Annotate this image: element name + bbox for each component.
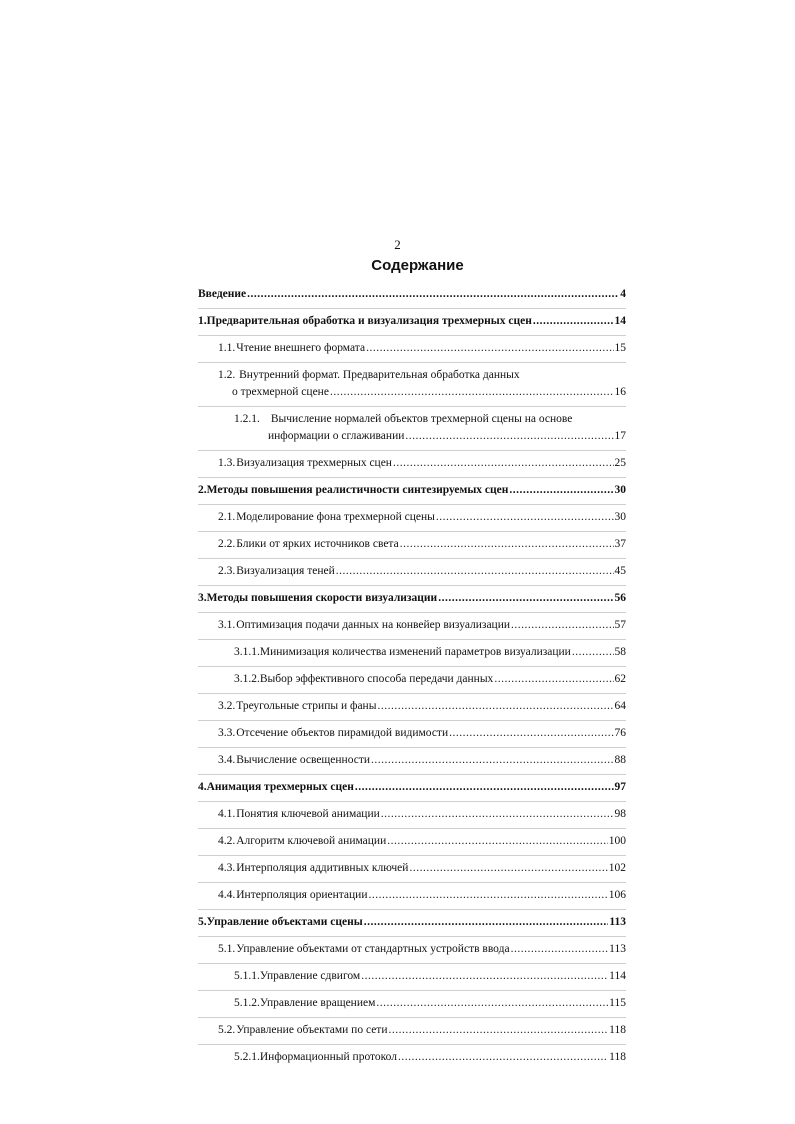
toc-entry-title: Интерполяция аддитивных ключей (236, 862, 409, 874)
toc-entry-number: 1.1. (218, 342, 236, 354)
dot-leader (247, 286, 619, 303)
toc-entry-title-line1: Внутренний формат. Предварительная обработка данных (239, 369, 520, 381)
toc-entry-page: 15 (614, 342, 626, 354)
toc-entry-number: 3.1. (218, 619, 236, 631)
dot-leader (533, 313, 614, 330)
toc-entry-page: 45 (614, 565, 626, 577)
toc-entry-page: 64 (614, 700, 626, 712)
toc-entry-number: 5.2. (218, 1024, 236, 1036)
toc-entry-number: 1. (198, 315, 207, 327)
toc-entry-title: информации о сглаживании (268, 430, 405, 442)
toc-entry[interactable] (198, 309, 626, 336)
toc-title: Содержание (371, 257, 464, 274)
toc-entry-page: 17 (614, 430, 626, 442)
toc-entry-title: Треугольные стрипы и фаны (236, 700, 377, 712)
toc-entry-page: 16 (614, 386, 626, 398)
dot-leader (366, 340, 613, 357)
toc-entry-title: Управление сдвигом (259, 970, 361, 982)
toc-entry-page: 106 (608, 889, 626, 901)
toc-entry-page: 98 (614, 808, 626, 820)
toc-entry-number: 4. (198, 781, 207, 793)
toc-entry-number: 3.2. (218, 700, 236, 712)
dot-leader (389, 1022, 609, 1039)
toc-entry-number: 1.2.1. (234, 413, 260, 425)
toc-entry-page: 100 (608, 835, 626, 847)
toc-entry-title: Методы повышения скорости визуализации (206, 592, 438, 604)
toc-entry-title: Интерполяция ориентации (236, 889, 368, 901)
toc-entry[interactable] (198, 829, 626, 856)
toc-entry-page: 113 (609, 916, 626, 928)
toc-entry[interactable] (198, 559, 626, 586)
page-number: 2 (394, 237, 401, 252)
toc-entry-number: 2.1. (218, 511, 236, 523)
toc-entry-number: 5.1.1. (234, 970, 260, 982)
toc-entry-title: Визуализация теней (236, 565, 335, 577)
toc-entry-page: 114 (609, 970, 626, 982)
toc-entry-number: 5. (198, 916, 207, 928)
toc-entry-title: Алгоритм ключевой анимации (236, 835, 387, 847)
toc-entry-page: 118 (609, 1051, 626, 1063)
toc-entry[interactable] (198, 478, 626, 505)
toc-entry-title: Отсечение объектов пирамидой видимости (236, 727, 449, 739)
toc-entry[interactable] (198, 407, 626, 451)
toc-entry-page: 4 (620, 288, 626, 300)
toc-entry-title: Блики от ярких источников света (236, 538, 399, 550)
toc-entry[interactable] (198, 336, 626, 363)
dot-leader (398, 1049, 608, 1066)
toc-entry-title: Выбор эффективного способа передачи данных (259, 673, 494, 685)
toc-entry-title: Оптимизация подачи данных на конвейер визуализации (236, 619, 511, 631)
dot-leader (336, 563, 614, 580)
dot-leader (400, 536, 614, 553)
dot-leader (494, 671, 613, 688)
toc-entry-number: 2.3. (218, 565, 236, 577)
toc-entry[interactable] (198, 775, 626, 802)
toc-entry-page: 57 (614, 619, 626, 631)
dot-leader (393, 455, 614, 472)
dot-leader (364, 914, 609, 931)
toc-entry-number: 2.2. (218, 538, 236, 550)
toc-entry-title: Введение (198, 288, 247, 300)
toc-entry-number: 3.4. (218, 754, 236, 766)
toc-entry-number: 5.1. (218, 943, 236, 955)
dot-leader (572, 644, 614, 661)
toc-entry-title: Моделирование фона трехмерной сцены (236, 511, 435, 523)
toc-entry[interactable] (198, 721, 626, 748)
toc-entry-number: 4.1. (218, 808, 236, 820)
toc-entry[interactable] (198, 363, 626, 407)
dot-leader (355, 779, 614, 796)
toc-entry-title: Визуализация трехмерных сцен (236, 457, 392, 469)
toc-entry-number: 1.3. (218, 457, 236, 469)
dot-leader (330, 384, 614, 401)
toc-entry-number: 4.3. (218, 862, 236, 874)
toc-entry[interactable] (198, 1045, 626, 1066)
toc-entry-title: Управление объектами по сети (236, 1024, 388, 1036)
dot-leader (371, 752, 613, 769)
toc-entry[interactable] (198, 505, 626, 532)
toc-entry-title: Методы повышения реалистичности синтезируемых сцен (206, 484, 509, 496)
toc-entry-title: Анимация трехмерных сцен (206, 781, 354, 793)
toc-entry-page: 25 (614, 457, 626, 469)
toc-entry[interactable] (198, 856, 626, 883)
dot-leader (449, 725, 613, 742)
toc-entry[interactable] (198, 910, 626, 937)
toc-entry[interactable] (198, 694, 626, 721)
toc-entry[interactable] (198, 640, 626, 667)
toc-entry-page: 56 (614, 592, 626, 604)
dot-leader (369, 887, 608, 904)
toc-entry-title: Минимизация количества изменений параметров визуализации (259, 646, 571, 658)
toc-entry-title: Информационный протокол (259, 1051, 398, 1063)
toc-entry-page: 115 (609, 997, 626, 1009)
toc-entry-number: 3.3. (218, 727, 236, 739)
toc-entry[interactable] (198, 964, 626, 991)
toc-entry-number: 2. (198, 484, 207, 496)
toc-entry-number: 3.1.2. (234, 673, 260, 685)
dot-leader (436, 509, 614, 526)
dot-leader (511, 617, 613, 634)
toc-entry-title: Управление вращением (259, 997, 376, 1009)
toc-entry[interactable] (198, 748, 626, 775)
toc-entry[interactable] (198, 451, 626, 478)
toc-entry-page: 97 (614, 781, 626, 793)
dot-leader (405, 428, 613, 445)
toc-entry[interactable] (198, 532, 626, 559)
dot-leader (511, 941, 609, 958)
toc-entry-page: 14 (614, 315, 626, 327)
toc-entry-page: 118 (609, 1024, 626, 1036)
toc-entry-page: 58 (614, 646, 626, 658)
toc-entry-number: 3.1.1. (234, 646, 260, 658)
toc-entry[interactable] (198, 613, 626, 640)
dot-leader (438, 590, 613, 607)
toc-entry[interactable] (198, 937, 626, 964)
toc-entry-page: 30 (614, 484, 626, 496)
toc-entry-number: 4.4. (218, 889, 236, 901)
toc-entry-title-line1: Вычисление нормалей объектов трехмерной сцены на основе (270, 413, 573, 425)
toc-entry-title: Понятия ключевой анимации (236, 808, 380, 820)
toc-entry-page: 37 (614, 538, 626, 550)
dot-leader (409, 860, 607, 877)
table-of-contents (198, 286, 626, 1066)
toc-entry-title: Вычисление освещенности (236, 754, 371, 766)
toc-entry-page: 30 (614, 511, 626, 523)
toc-entry[interactable] (198, 286, 626, 309)
toc-entry-page: 62 (614, 673, 626, 685)
toc-entry-number: 5.2.1. (234, 1051, 260, 1063)
toc-entry[interactable] (198, 991, 626, 1018)
dot-leader (376, 995, 608, 1012)
toc-entry-page: 88 (614, 754, 626, 766)
dot-leader (509, 482, 613, 499)
toc-entry-page: 76 (614, 727, 626, 739)
toc-entry[interactable] (198, 667, 626, 694)
toc-entry-title: Управление объектами сцены (206, 916, 363, 928)
toc-entry-title: Чтение внешнего формата (236, 342, 366, 354)
toc-entry-number: 5.1.2. (234, 997, 260, 1009)
toc-entry[interactable] (198, 883, 626, 910)
toc-entry-number: 1.2. (218, 369, 236, 381)
toc-entry[interactable] (198, 586, 626, 613)
dot-leader (381, 806, 614, 823)
toc-entry[interactable] (198, 802, 626, 829)
toc-entry-title: о трехмерной сцене (232, 386, 329, 398)
toc-entry-number: 4.2. (218, 835, 236, 847)
toc-entry-page: 113 (609, 943, 626, 955)
toc-entry[interactable] (198, 1018, 626, 1045)
toc-entry-number: 3. (198, 592, 207, 604)
toc-entry-title: Предварительная обработка и визуализация трехмерных сцен (206, 315, 532, 327)
dot-leader (377, 698, 613, 715)
dot-leader (361, 968, 608, 985)
toc-entry-page: 102 (608, 862, 626, 874)
toc-entry-title: Управление объектами от стандартных устройств ввода (236, 943, 510, 955)
dot-leader (387, 833, 608, 850)
